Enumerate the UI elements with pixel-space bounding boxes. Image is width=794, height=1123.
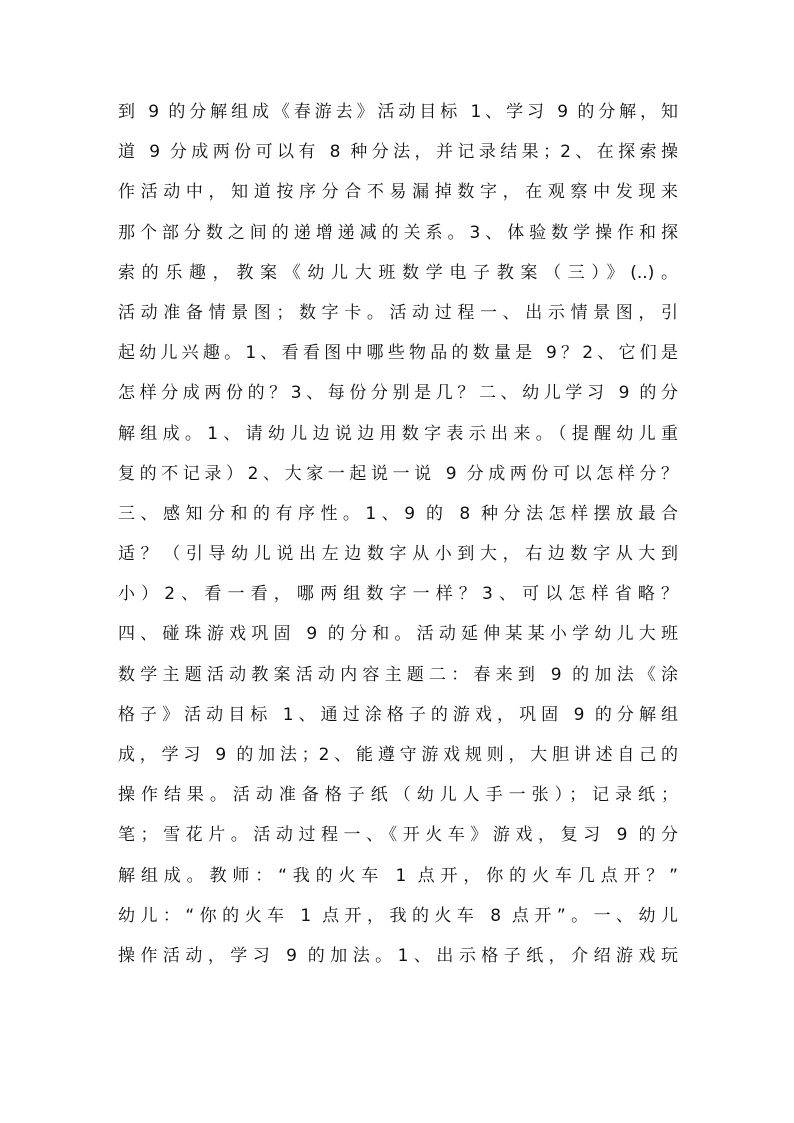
text-line-11: 三、感知分和的有序性。1、9 的 8 种分法怎样摆放最合 xyxy=(118,503,678,524)
text-line-16: 格子》活动目标 1、通过涂格子的游戏，巩固 9 的分解组 xyxy=(118,704,678,725)
text-line-7: 起幼儿兴趣。1、看看图中哪些物品的数量是 9？2、它们是 xyxy=(118,343,678,364)
text-line-8: 怎样分成两份的？3、每份分别是几？二、幼儿学习 9 的分 xyxy=(118,383,678,404)
text-line-4: 那个部分数之间的递增递减的关系。3、体验数学操作和探 xyxy=(118,222,678,243)
text-line-17: 成，学习 9 的加法；2、能遵守游戏规则，大胆讲述自己的 xyxy=(118,745,678,765)
text-line-12: 适？（引导幼儿说出左边数字从小到大，右边数字从大到 xyxy=(118,544,678,565)
text-line-10: 复的不记录）2、大家一起说一说 9 分成两份可以怎样分？ xyxy=(118,463,678,484)
text-line-13: 小）2、看一看，哪两组数字一样？3、可以怎样省略？ xyxy=(118,584,678,605)
text-line-2: 道 9 分成两份可以有 8 种分法，并记录结果；2、在探索操 xyxy=(118,142,678,163)
text-line-1: 到 9 的分解组成《春游去》活动目标 1、学习 9 的分解，知 xyxy=(118,102,678,122)
text-line-9: 解组成。1、请幼儿边说边用数字表示出来。（提醒幼儿重 xyxy=(118,423,678,444)
text-line-15: 数学主题活动教案活动内容主题二：春来到 9 的加法《涂 xyxy=(118,664,678,685)
text-line-19: 笔；雪花片。活动过程一、《开火车》游戏，复习 9 的分 xyxy=(118,825,678,846)
text-line-22: 操作活动，学习 9 的加法。1、出示格子纸，介绍游戏玩 xyxy=(118,945,678,966)
text-line-14: 四、碰珠游戏巩固 9 的分和。活动延伸某某小学幼儿大班 xyxy=(118,624,678,645)
body-text xyxy=(118,92,678,976)
text-line-6: 活动准备情景图；数字卡。活动过程一、出示情景图，引 xyxy=(118,302,678,323)
text-line-3: 作活动中，知道按序分合不易漏掉数字，在观察中发现来 xyxy=(118,182,678,203)
text-line-21: 幼儿：“你的火车 1 点开，我的火车 8 点开”。一、幼儿 xyxy=(118,905,678,926)
text-line-5: 索的乐趣，教案《幼儿大班数学电子教案（三）》(..)。 xyxy=(118,262,678,283)
text-line-20: 解组成。教师：“我的火车 1 点开，你的火车几点开？” xyxy=(118,865,678,886)
text-line-18: 操作结果。活动准备格子纸（幼儿人手一张）；记录纸； xyxy=(118,785,678,806)
